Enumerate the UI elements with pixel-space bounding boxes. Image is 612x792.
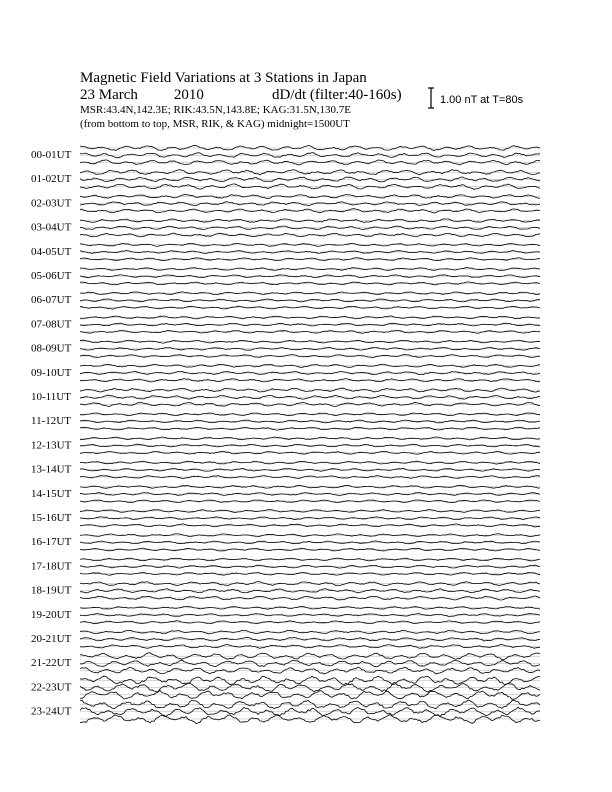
- trace-rik: [80, 395, 540, 399]
- hour-label: 16-17UT: [31, 536, 72, 549]
- station-order-note: (from bottom to top, MSR, RIK, & KAG) midnight=1500UT: [80, 118, 350, 130]
- hour-label: 04-05UT: [31, 245, 72, 258]
- trace-msr: [80, 573, 540, 576]
- trace-msr: [80, 621, 540, 624]
- hour-label: 12-13UT: [31, 439, 72, 452]
- scale-bar-label: 1.00 nT at T=80s: [440, 94, 524, 106]
- hour-label: 03-04UT: [31, 221, 72, 234]
- hour-label: 09-10UT: [31, 366, 72, 379]
- hour-label: 06-07UT: [31, 294, 72, 307]
- hour-label: 02-03UT: [31, 197, 72, 210]
- hour-label: 05-06UT: [31, 270, 72, 282]
- trace-msr: [80, 330, 540, 333]
- hour-label: 20-21UT: [31, 633, 72, 645]
- trace-msr: [80, 451, 540, 454]
- station-coordinates: MSR:43.4N,142.3E; RIK:43.5N,143.8E; KAG:31.5N,130.7E: [80, 104, 352, 116]
- trace-msr: [80, 402, 540, 406]
- hour-label: 08-09UT: [31, 342, 72, 355]
- trace-rik: [80, 614, 540, 617]
- hour-label: 22-23UT: [31, 681, 72, 694]
- trace-kag: [80, 413, 540, 416]
- hour-label: 11-12UT: [31, 415, 71, 428]
- hour-label: 19-20UT: [31, 608, 72, 621]
- hour-label: 07-08UT: [31, 318, 72, 331]
- hour-label: 01-02UT: [31, 173, 72, 186]
- trace-msr: [80, 500, 540, 503]
- trace-kag: [80, 461, 540, 464]
- date-year: 2010: [173, 87, 204, 103]
- scale-bar: [428, 88, 434, 108]
- filter-mode: dD/dt (filter:40-160s): [272, 87, 402, 103]
- hour-label: 23-24UT: [31, 705, 72, 718]
- hour-label: 00-01UT: [31, 149, 72, 161]
- trace-kag: [80, 558, 540, 561]
- trace-kag: [80, 510, 540, 513]
- hour-label: 10-11UT: [31, 391, 71, 403]
- trace-kag: [80, 364, 540, 367]
- date-day: 23 March: [80, 87, 138, 103]
- hour-label: 15-16UT: [31, 512, 72, 524]
- hour-label: 21-22UT: [31, 657, 72, 670]
- chart-title: Magnetic Field Variations at 3 Stations in Japan: [80, 70, 367, 86]
- trace-rik: [80, 251, 540, 254]
- hour-label: 18-19UT: [31, 584, 72, 597]
- hour-label: 14-15UT: [31, 487, 72, 500]
- hour-label: 13-14UT: [31, 463, 72, 476]
- hour-label: 17-18UT: [31, 560, 72, 573]
